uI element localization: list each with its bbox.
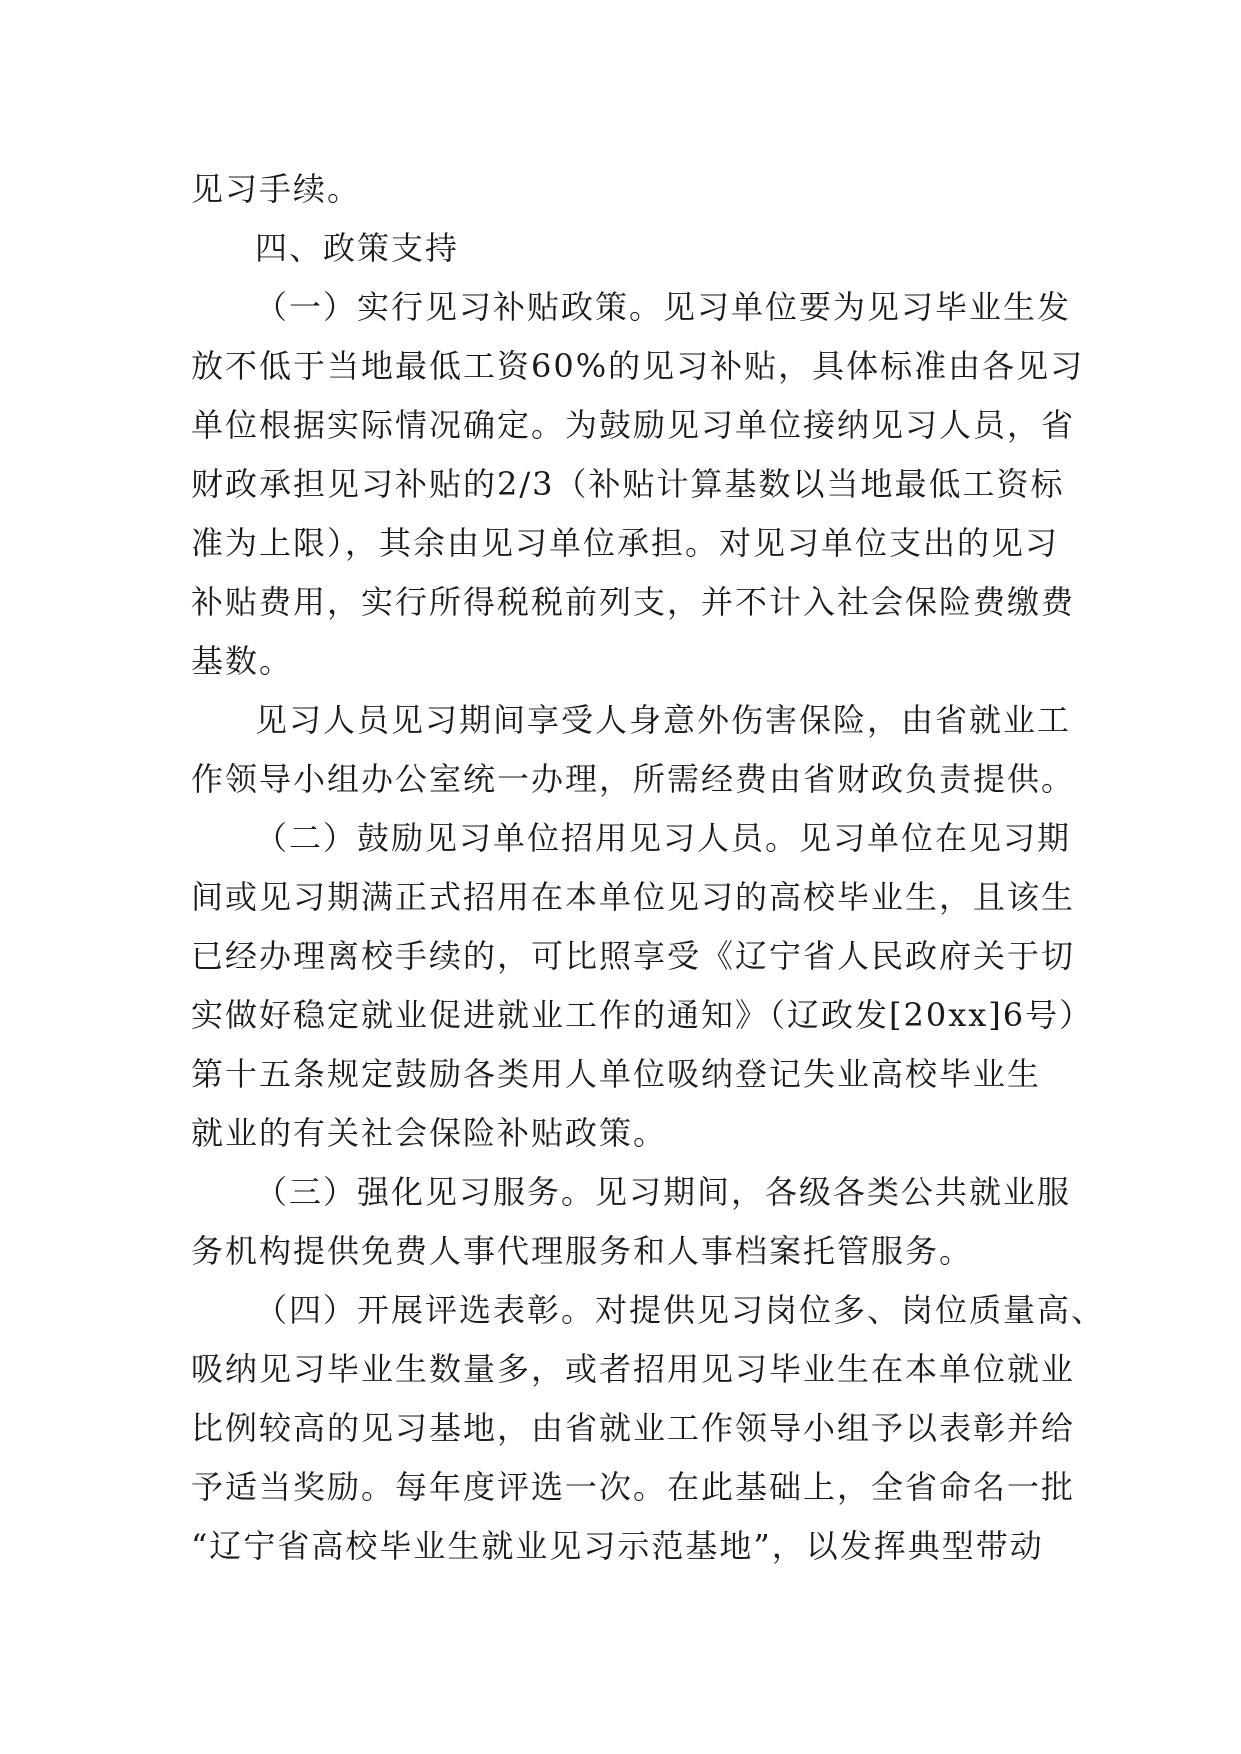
- text-line: 间或见习期满正式招用在本单位见习的高校毕业生，且该生: [191, 878, 1076, 916]
- text-line: （一）实行见习补贴政策。见习单位要为见习毕业生发: [255, 288, 1072, 326]
- text-line: （三）强化见习服务。见习期间，各级各类公共就业服: [255, 1173, 1072, 1211]
- section-heading: 四、政策支持: [255, 229, 460, 267]
- text-line: 见习人员见习期间享受人身意外伤害保险，由省就业工: [255, 701, 1072, 739]
- text-line: 作领导小组办公室统一办理，所需经费由省财政负责提供。: [191, 760, 1076, 798]
- text-line: 准为上限），其余由见习单位承担。对见习单位支出的见习: [191, 524, 1060, 562]
- text-line: 务机构提供免费人事代理服务和人事档案托管服务。: [191, 1232, 974, 1270]
- text-line: 已经办理离校手续的，可比照享受《辽宁省人民政府关于切: [191, 937, 1076, 975]
- text-line: 基数。: [191, 642, 294, 680]
- text-line: “辽宁省高校毕业生就业见习示范基地”，以发挥典型带动: [191, 1527, 1044, 1565]
- text-line: 予适当奖励。每年度评选一次。在此基础上，全省命名一批: [191, 1468, 1076, 1506]
- text-line: 补贴费用，实行所得税税前列支，并不计入社会保险费缴费: [191, 583, 1076, 621]
- text-line: （二）鼓励见习单位招用见习人员。见习单位在见习期: [255, 819, 1072, 857]
- text-line: 单位根据实际情况确定。为鼓励见习单位接纳见习人员，省: [191, 406, 1076, 444]
- text-line: 吸纳见习毕业生数量多，或者招用见习毕业生在本单位就业: [191, 1350, 1076, 1388]
- text-line: （四）开展评选表彰。对提供见习岗位多、岗位质量高、: [255, 1291, 1106, 1329]
- text-line: 第十五条规定鼓励各类用人单位吸纳登记失业高校毕业生: [191, 1055, 1042, 1093]
- text-line: 比例较高的见习基地，由省就业工作领导小组予以表彰并给: [191, 1409, 1076, 1447]
- text-line: 放不低于当地最低工资60%的见习补贴，具体标准由各见习: [191, 347, 1085, 385]
- text-line: 就业的有关社会保险补贴政策。: [191, 1114, 668, 1152]
- text-line: 实做好稳定就业促进就业工作的通知》（辽政发[20xx]6号）: [191, 996, 1094, 1034]
- text-line: 财政承担见习补贴的2/3（补贴计算基数以当地最低工资标: [191, 465, 1065, 503]
- text-line: 见习手续。: [191, 170, 362, 208]
